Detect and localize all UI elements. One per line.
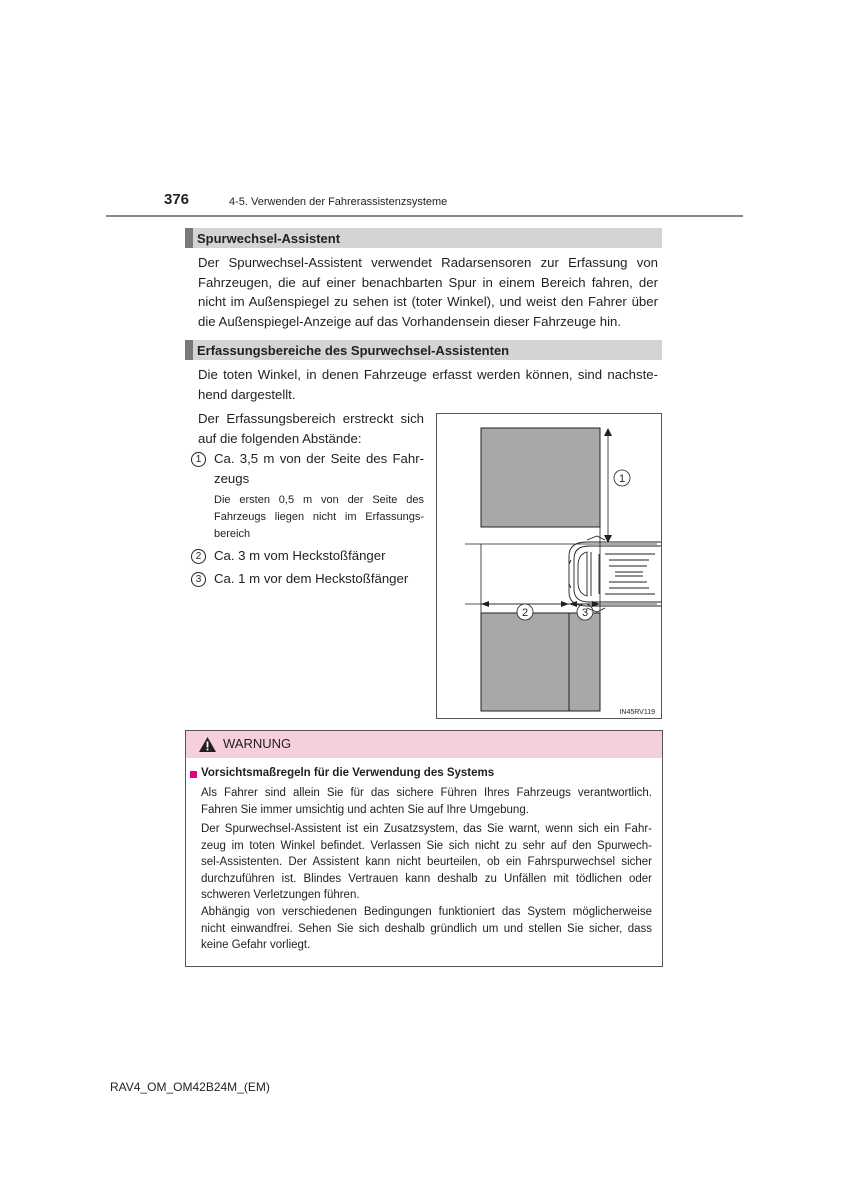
section-heading-detection-areas <box>185 340 662 360</box>
text-line: die Außenspiegel-Anzeige auf das Vorhandensein dieser Fahrzeuge hin. <box>198 313 622 329</box>
callout-label-3: 3 <box>581 607 589 619</box>
item1-note <box>214 492 424 543</box>
text-line: sel-Assistenten. Der Assistent kann nicht beurteilen, ob ein Fahrspurwechsel sicher <box>201 856 652 868</box>
chapter-title: 4-5. Verwenden der Fahrerassistenzsysteme <box>229 196 448 208</box>
diagram-svg <box>437 414 661 718</box>
item-number-3: 3 <box>191 572 206 587</box>
text-line: Fahrzeugen, die auf einer benachbarten Spur in einem Bereich fahren, der <box>198 274 658 290</box>
page-number: 376 <box>164 191 190 208</box>
warning-header <box>186 731 662 758</box>
detection-area-diagram <box>436 413 662 719</box>
callout-label-1: 1 <box>618 473 626 485</box>
list-item <box>214 449 424 488</box>
text-line: zeugs <box>214 470 250 486</box>
text-line: Als Fahrer sind allein Sie für das sichere Führen Ihres Fahrzeugs verantwortlich. <box>201 787 652 799</box>
warning-paragraph <box>201 821 652 904</box>
rear-detection-zone <box>481 613 600 711</box>
section2-intro <box>198 365 658 404</box>
text-line: Die ersten 0,5 m von der Seite des <box>214 494 424 506</box>
warning-triangle-icon <box>198 736 217 753</box>
text-line: Fahrzeugs liegen nicht im Erfassungs- <box>214 511 424 523</box>
section-heading-text: Erfassungsbereiche des Spurwechsel-Assistenten <box>197 343 510 358</box>
list-item <box>214 546 424 566</box>
section-heading-lane-change-assist <box>185 228 662 248</box>
arrow-head-icon <box>604 428 612 436</box>
range-description <box>198 409 424 448</box>
item-number-1: 1 <box>191 452 206 467</box>
document-code: RAV4_OM_OM42B24M_(EM) <box>110 1080 270 1094</box>
text-line: nicht einwandfrei. Sehen Sie sich deshalb gründlich um und stellen Sie sicher, dass <box>201 922 652 935</box>
text-line: Die toten Winkel, in denen Fahrzeuge erfasst werden können, sind nachste- <box>198 367 658 382</box>
text-line: durchzuführen ist. Blindes Vertrauen kann deshalb zu Unfällen mit tödlichen oder <box>201 872 652 885</box>
vehicle-top-view <box>569 536 661 612</box>
header-divider <box>106 215 743 217</box>
text-line: Ca. 3,5 m von der Seite des Fahr- <box>214 451 424 466</box>
list-item <box>214 569 424 589</box>
callout-label-2: 2 <box>521 607 529 619</box>
warning-bullet-icon <box>190 771 197 778</box>
text-line: zeug im toten Winkel befindet. Verlassen Sie sich nicht zu sehr auf den Spurwech- <box>201 839 652 852</box>
arrow-head-icon <box>561 601 569 607</box>
text-line: schweren Verletzungen führen. <box>201 889 360 901</box>
text-line: Ca. 3 m vom Heckstoßfänger <box>214 548 386 563</box>
warning-title: WARNUNG <box>223 736 292 751</box>
text-line: Der Spurwechsel-Assistent verwendet Radarsensoren zur Erfassung von <box>198 255 658 270</box>
text-line: bereich <box>214 528 251 540</box>
text-line: Ca. 1 m vor dem Heckstoßfänger <box>214 571 409 586</box>
item-number-2: 2 <box>191 549 206 564</box>
section1-paragraph <box>198 253 658 331</box>
arrow-head-icon <box>481 601 489 607</box>
warning-paragraph <box>201 785 652 818</box>
text-line: Der Spurwechsel-Assistent ist ein Zusatzsystem, das Sie warnt, wenn sich ein Fahr- <box>201 823 652 835</box>
text-line: auf die folgenden Abstände: <box>198 430 362 446</box>
warning-subtitle: Vorsichtsmaßregeln für die Verwendung des Systems <box>201 767 495 779</box>
text-line: keine Gefahr vorliegt. <box>201 939 311 951</box>
side-detection-zone <box>481 428 600 527</box>
figure-code: IN45RV119 <box>619 709 655 716</box>
text-line: Fahren Sie immer umsichtig und achten Sie auf Ihre Umgebung. <box>201 803 529 816</box>
text-line: Der Erfassungsbereich erstreckt sich <box>198 411 424 426</box>
warning-paragraph <box>201 904 652 954</box>
text-line: nicht im Außenspiegel zu sehen ist (toter Winkel), und weist den Fahrer über <box>198 294 658 309</box>
text-line: Abhängig von verschiedenen Bedingungen funktioniert das System möglicherweise <box>201 906 652 918</box>
section-heading-text: Spurwechsel-Assistent <box>197 231 341 246</box>
text-line: hend dargestellt. <box>198 386 296 402</box>
